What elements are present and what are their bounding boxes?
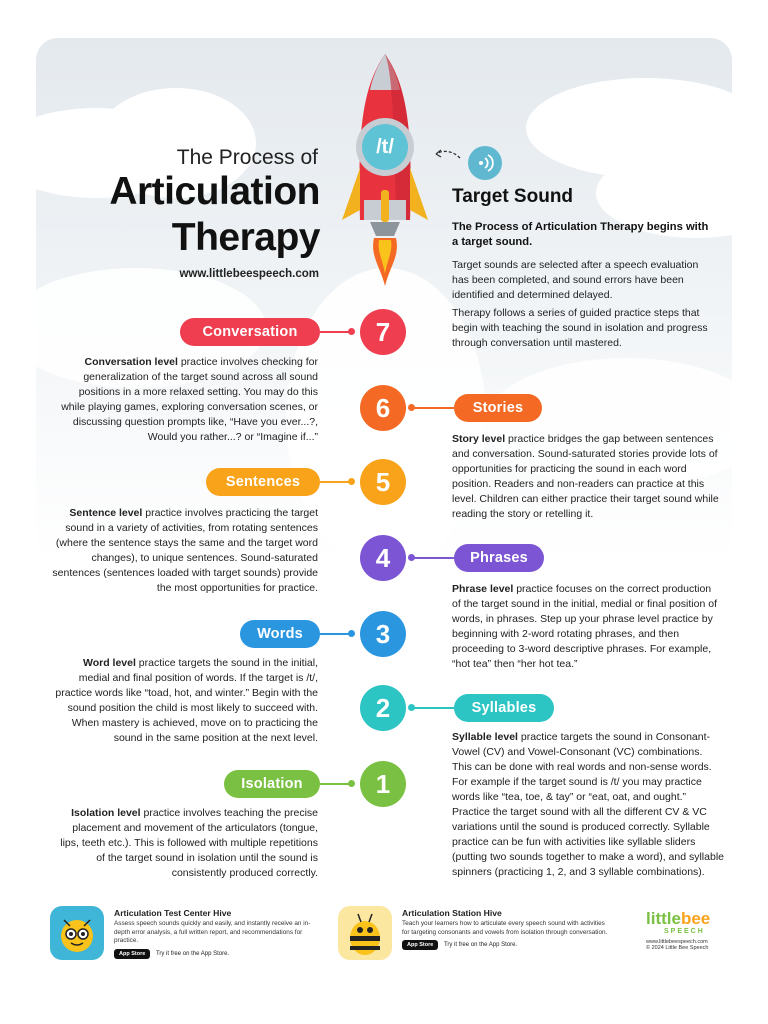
title-line-2: Therapy bbox=[171, 216, 320, 259]
lead: Story level bbox=[452, 433, 506, 445]
text: practice targets the sound in the initial, medial and final position of words. If the target is /t/, practice words like “toad, hot, and winter.” Begin with the sound position the child is most likely to succeed with. When mastery is achieved, move on to practicing the sound in the same position at the next level. bbox=[55, 657, 318, 744]
pill-conversation: Conversation bbox=[180, 318, 320, 346]
pill-words: Words bbox=[240, 620, 320, 648]
connector-dot bbox=[348, 780, 355, 787]
connector-dot bbox=[348, 478, 355, 485]
step-circle-5: 5 bbox=[360, 459, 406, 505]
title-small: The Process of bbox=[176, 146, 318, 169]
pill-isolation: Isolation bbox=[224, 770, 320, 798]
step-circle-4: 4 bbox=[360, 535, 406, 581]
rocket-sound-label: /t/ bbox=[362, 124, 408, 170]
brand-logo: littlebee bbox=[646, 909, 711, 928]
app-promo-2 bbox=[402, 908, 612, 950]
target-paragraph-1: Target sounds are selected after a speech evaluation has been completed, and sound errors have been identified and determined delayed. bbox=[452, 259, 699, 301]
target-subheading: The Process of Articulation Therapy begins with a target sound. bbox=[452, 221, 709, 248]
stories-description bbox=[452, 432, 722, 522]
text: practice involves practicing the target sound in a variety of activities, from rotating sentences (where the sentence stays the same and the target word changes), to unique sentences. Sound-saturated sentences (sentences loaded with target sounds) provide the most opportunities for practice. bbox=[52, 507, 318, 594]
conversation-description bbox=[60, 355, 318, 445]
target-paragraph-2: Therapy follows a series of guided practice steps that begin with teaching the sound in isolation and progress through conversation until mastered. bbox=[452, 307, 708, 349]
lead: Phrase level bbox=[452, 583, 514, 595]
brand-sub: SPEECH bbox=[664, 928, 705, 935]
brand-copyright: © 2024 Little Bee Speech bbox=[646, 945, 709, 951]
speech-bubble-icon bbox=[468, 146, 502, 180]
app-icon-articulation-station[interactable] bbox=[338, 906, 392, 960]
lead: Conversation level bbox=[84, 356, 178, 368]
step-circle-1: 1 bbox=[360, 761, 406, 807]
app-icon-test-center[interactable] bbox=[50, 906, 104, 960]
text: practice involves checking for generalization of the target sound across all sound positions in a more relaxed setting. You may do this while playing games, exploring conversation scenes, or discussing question prompts like, “Have you ever...?, Would you rather...? or “Imagine if...” bbox=[61, 356, 318, 443]
app-cta[interactable]: Try it free on the App Store. bbox=[443, 942, 518, 948]
title-line-1: Articulation bbox=[109, 170, 320, 213]
lead: Sentence level bbox=[69, 507, 143, 519]
phrases-description bbox=[452, 582, 722, 672]
app-title: Articulation Test Center Hive bbox=[114, 908, 232, 918]
words-description bbox=[52, 656, 318, 746]
connector-dot bbox=[348, 630, 355, 637]
connector-line bbox=[412, 407, 454, 409]
app-cta[interactable]: Try it free on the App Store. bbox=[155, 950, 230, 957]
app-description: Teach your learners how to articulate every speech sound with activities for targeting consonants and vowels from isolation through conversation. bbox=[402, 920, 608, 936]
app-title: Articulation Station Hive bbox=[402, 908, 502, 918]
app-store-badge[interactable]: App Store bbox=[114, 949, 150, 959]
app-description: Assess speech sounds quickly and easily, and instantly receive an in-depth error analysis, a full written report, and recommendations for practice. bbox=[114, 920, 311, 944]
step-circle-2: 2 bbox=[360, 685, 406, 731]
app-promo-1 bbox=[114, 908, 314, 959]
syllables-description bbox=[452, 730, 724, 880]
sentences-description bbox=[52, 506, 318, 596]
text: practice involves teaching the precise placement and movement of the articulators (tongue, lips, teeth etc.). This is followed with multiple repetitions of the target sound in isolation until the sound is consistently produced correctly. bbox=[60, 807, 318, 879]
app-store-badge[interactable]: App Store bbox=[402, 940, 438, 950]
lead: Isolation level bbox=[71, 807, 141, 819]
pill-sentences: Sentences bbox=[206, 468, 320, 496]
isolation-description bbox=[52, 806, 318, 881]
pill-phrases: Phrases bbox=[454, 544, 544, 572]
step-circle-6: 6 bbox=[360, 385, 406, 431]
lead: Word level bbox=[82, 657, 136, 669]
text: practice bridges the gap between sentences and conversation. Sound-saturated stories provide lots of opportunities for practicing the sound in each word position. Readers and non-readers can practice at this level. Children can either practice their target sound while reading the story or retelling it. bbox=[452, 433, 719, 520]
connector-line bbox=[412, 557, 454, 559]
text: practice targets the sound in Consonant-Vowel (CV) and Vowel-Consonant (VC) combinations. This can be done with real words and non-sense words. For example if the target sound is /t/ you may practice words like “tea, toe, & tay” or “eat, oat, and ought.” Practice the target sound with all the different CV & VC variations until the sound is produced correctly. Syllable practice can be fun with activities like syllable sliders (putting two sounds together to make a word), and syllable spinners (practicing 1, 2, and 3 syllable combinations). bbox=[452, 731, 724, 878]
lead: Syllable level bbox=[452, 731, 518, 743]
brand-website[interactable]: www.littlebeespeech.com bbox=[646, 939, 708, 945]
header-website: www.littlebeespeech.com bbox=[179, 268, 319, 280]
step-circle-3: 3 bbox=[360, 611, 406, 657]
connector-dot bbox=[348, 328, 355, 335]
connector-line bbox=[412, 707, 454, 709]
target-heading: Target Sound bbox=[452, 186, 574, 207]
text: practice focuses on the correct production of the target sound in the initial, medial or final position of words, in phrases. Step up your phrase level practice by beginning with 2-word rotating phrases, and then proceeding to 3-word descriptive phrases. For example, “hot tea” then “her hot tea.” bbox=[452, 583, 717, 670]
brand-block bbox=[646, 910, 736, 951]
pill-stories: Stories bbox=[454, 394, 542, 422]
step-circle-7: 7 bbox=[360, 309, 406, 355]
pill-syllables: Syllables bbox=[454, 694, 554, 722]
